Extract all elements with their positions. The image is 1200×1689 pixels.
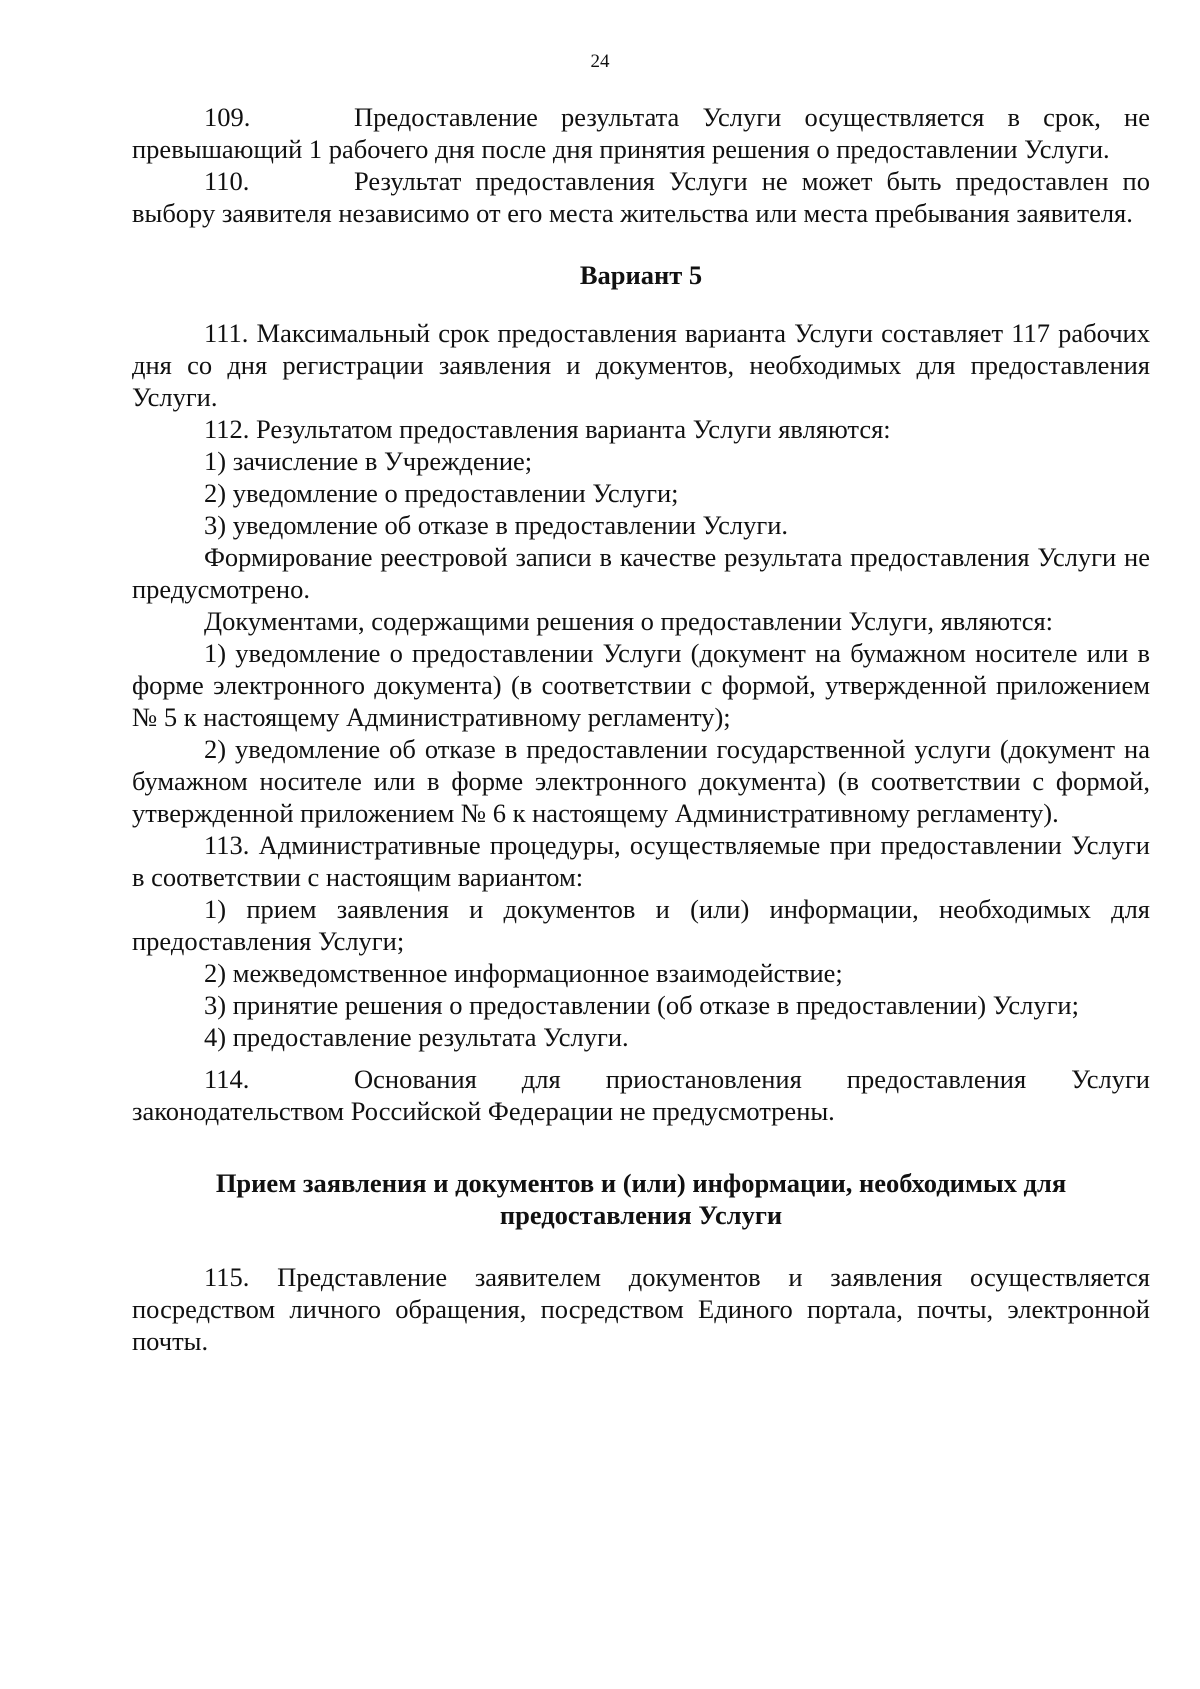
paragraph-112: 112. Результатом предоставления варианта Услуги являются: <box>204 414 891 444</box>
paragraph-111: 111. Максимальный срок предоставления варианта Услуги составляет 117 рабочих дня со дня регистрации заявления и документов, необходимых для предоставления Услуги. <box>132 318 1150 412</box>
result-item-3: 3) уведомление об отказе в предоставлении Услуги. <box>204 510 788 540</box>
paragraph-114 <box>132 1063 1150 1127</box>
procedure-item-3: 3) принятие решения о предоставлении (об отказе в предоставлении) Услуги; <box>204 990 1079 1020</box>
heading-reception-line-1: Прием заявления и документов и (или) информации, необходимых для <box>215 1168 1067 1198</box>
procedure-item-2: 2) межведомственное информационное взаимодействие; <box>204 958 843 988</box>
document-item-2: 2) уведомление об отказе в предоставлении государственной услуги (документ на бумажном носителе или в форме электронного документа) (в соответствии с формой, утвержденной приложением № 6 к настоящему Административному регламенту). <box>132 734 1150 828</box>
heading-reception-line-2: предоставления Услуги <box>499 1200 783 1230</box>
paragraph-114-number: 114. <box>204 1064 250 1094</box>
document-item-1: 1) уведомление о предоставлении Услуги (документ на бумажном носителе или в форме электронного документа) (в соответствии с формой, утвержденной приложением № 5 к настоящему Административному регламенту); <box>132 638 1150 732</box>
result-item-2: 2) уведомление о предоставлении Услуги; <box>204 478 679 508</box>
paragraph-115: 115. Представление заявителем документов и заявления осуществляется посредством личного обращения, посредством Единого портала, почты, электронной почты. <box>132 1262 1150 1356</box>
paragraph-110 <box>132 165 1150 229</box>
paragraph-109 <box>132 101 1150 165</box>
paragraph-110-text: Результат предоставления Услуги не может быть предоставлен по выбору заявителя независимо от его места жительства или места пребывания заявителя. <box>132 166 1150 228</box>
paragraph-110-number: 110. <box>204 166 250 196</box>
paragraph-documents: Документами, содержащими решения о предоставлении Услуги, являются: <box>204 606 1054 636</box>
result-item-1: 1) зачисление в Учреждение; <box>204 446 533 476</box>
procedure-item-1: 1) прием заявления и документов и (или) информации, необходимых для предоставления Услуги; <box>132 894 1150 956</box>
paragraph-113: 113. Административные процедуры, осуществляемые при предоставлении Услуги в соответствии с настоящим вариантом: <box>132 830 1150 892</box>
page-number: 24 <box>590 51 610 72</box>
heading-variant: Вариант 5 <box>579 260 703 290</box>
paragraph-registry: Формирование реестровой записи в качестве результата предоставления Услуги не предусмотрено. <box>132 542 1150 604</box>
document-body <box>132 101 1150 1357</box>
paragraph-109-text: Предоставление результата Услуги осуществляется в срок, не превышающий 1 рабочего дня после дня принятия решения о предоставлении Услуги. <box>132 102 1150 164</box>
paragraph-114-text: Основания для приостановления предоставления Услуги законодательством Российской Федерации не предусмотрены. <box>132 1064 1150 1126</box>
procedure-item-4: 4) предоставление результата Услуги. <box>204 1022 629 1052</box>
paragraph-109-number: 109. <box>204 102 251 132</box>
